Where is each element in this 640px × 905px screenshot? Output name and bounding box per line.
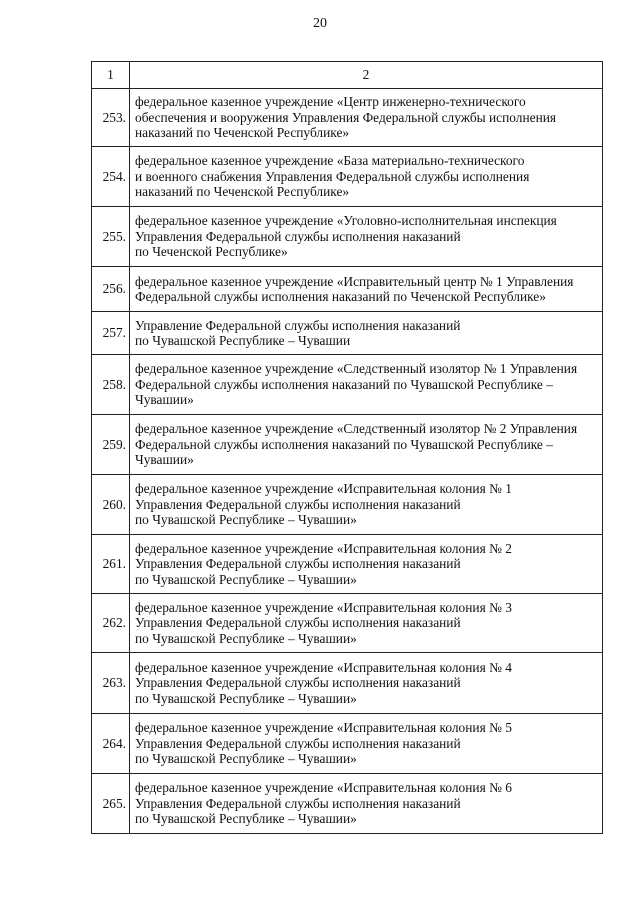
institution-name-line: обеспечения и вооружения Управления Федеральной службы исполнения [135,109,557,125]
institution-name [130,774,603,834]
institution-name [130,535,603,594]
institution-name [130,594,603,653]
table-header-row [92,62,603,89]
institution-name-line: Управление Федеральной службы исполнения наказаний [135,317,461,333]
institution-name [130,475,603,535]
row-number: 253. [92,89,130,147]
institution-name-line: по Чувашской Республике – Чувашии» [135,630,357,646]
institution-name [130,267,603,312]
institution-name [130,207,603,267]
institution-name [130,89,603,147]
institution-name-line: федеральное казенное учреждение «Исправительная колония № 3 [135,599,512,615]
institution-name-line: Федеральной службы исполнения наказаний по Чувашской Республике – [135,376,553,392]
institution-name-line: федеральное казенное учреждение «Исправительный центр № 1 Управления [135,273,574,289]
institution-name-line: Управления Федеральной службы исполнения наказаний [135,228,461,244]
institution-name-line: федеральное казенное учреждение «Исправительная колония № 2 [135,540,512,556]
institution-name-line: Управления Федеральной службы исполнения наказаний [135,675,461,691]
institution-name-line: по Чеченской Республике» [135,244,288,260]
table-row [92,89,603,147]
table-row [92,714,603,774]
row-number: 262. [92,594,130,653]
institution-name-line: наказаний по Чеченской Республике» [135,125,350,141]
table-row [92,653,603,714]
institution-name-line: по Чувашской Республике – Чувашии» [135,512,357,528]
institution-name-line: федеральное казенное учреждение «Центр инженерно-технического [135,94,526,110]
institution-name-line: федеральное казенное учреждение «Исправительная колония № 6 [135,780,512,796]
institution-name-line: по Чувашской Республике – Чувашии» [135,751,357,767]
row-number: 257. [92,312,130,355]
institution-name-line: Управления Федеральной службы исполнения наказаний [135,735,461,751]
table-row [92,207,603,267]
institution-name [130,312,603,355]
institution-name-line: федеральное казенное учреждение «Исправительная колония № 4 [135,659,512,675]
page-number: 20 [313,16,327,31]
institution-name-line: Чувашии» [135,392,194,408]
institution-name-line: федеральное казенное учреждение «Следственный изолятор № 1 Управления [135,361,578,377]
institution-name-line: по Чувашской Республике – Чувашии» [135,811,357,827]
table-row [92,475,603,535]
institution-name-line: по Чувашской Республике – Чувашии [135,333,351,348]
institution-name-line: Управления Федеральной службы исполнения наказаний [135,615,461,631]
table-row [92,415,603,475]
table-row [92,594,603,653]
institution-name [130,653,603,714]
institution-name-line: Управления Федеральной службы исполнения наказаний [135,795,461,811]
table-row [92,535,603,594]
institution-name-line: федеральное казенное учреждение «База материально-технического [135,153,525,169]
institution-name-line: Федеральной службы исполнения наказаний по Чувашской Республике – [135,436,553,452]
row-number: 258. [92,355,130,415]
row-number: 261. [92,535,130,594]
table-row [92,267,603,312]
institution-name-line: федеральное казенное учреждение «Исправительная колония № 1 [135,481,512,497]
institution-name-line: по Чувашской Республике – Чувашии» [135,690,357,706]
row-number: 255. [92,207,130,267]
institution-name-line: федеральное казенное учреждение «Уголовно-исполнительная инспекция [135,213,557,229]
header-col-name: 2 [130,62,603,89]
row-number: 256. [92,267,130,312]
institution-name [130,355,603,415]
institution-name-line: Федеральной службы исполнения наказаний по Чеченской Республике» [135,289,546,304]
institution-name-line: федеральное казенное учреждение «Следственный изолятор № 2 Управления [135,421,578,437]
row-number: 254. [92,147,130,207]
institution-name-line: и военного снабжения Управления Федеральной службы исполнения [135,168,530,184]
table-row [92,312,603,355]
row-number: 260. [92,475,130,535]
institution-name [130,147,603,207]
institutions-table [91,61,603,834]
institution-name-line: Чувашии» [135,452,194,468]
row-number: 263. [92,653,130,714]
header-col-number: 1 [92,62,130,89]
table-row [92,355,603,415]
row-number: 259. [92,415,130,475]
institution-name [130,415,603,475]
row-number: 265. [92,774,130,834]
institution-name-line: наказаний по Чеченской Республике» [135,184,350,200]
table-row [92,147,603,207]
institution-name-line: Управления Федеральной службы исполнения наказаний [135,556,461,572]
institution-name-line: по Чувашской Республике – Чувашии» [135,571,357,587]
institution-name-line: Управления Федеральной службы исполнения наказаний [135,496,461,512]
institution-name [130,714,603,774]
row-number: 264. [92,714,130,774]
table-row [92,774,603,834]
institution-name-line: федеральное казенное учреждение «Исправительная колония № 5 [135,720,512,736]
